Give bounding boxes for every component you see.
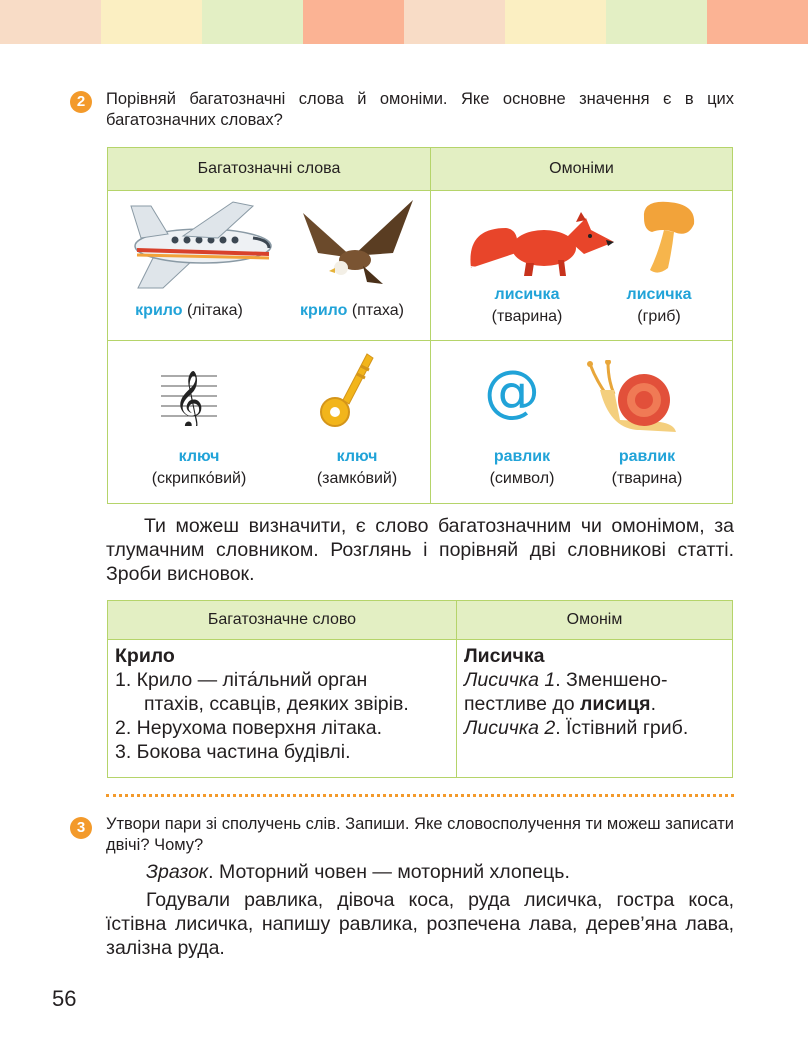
dotted-divider [106,794,734,797]
table-item [592,446,702,490]
snail-icon [580,360,680,445]
entry-text: пестливе до [464,693,580,715]
phrases-paragraph: Годували равлика, дівоча коса, руда лисичка, гостра коса, їстівна лисичка, напишу равлика, розпечена лава, дерев’яна лава, залізна руда. [106,889,734,959]
meaning: (тварина) [611,470,683,487]
entry-line [464,716,725,740]
task-number-badge: 3 [70,817,92,839]
entry-line: 2. Нерухома поверхня літака. [115,717,383,739]
entry-line: птахів, ссавців, деяких звірів. [144,693,409,715]
entry-italic: Лисичка 2 [464,717,556,739]
meaning: (замко́вий) [316,470,398,487]
eagle-icon [293,198,417,293]
table-cell [431,191,733,341]
header-stripe [0,0,808,44]
table-cell [457,640,733,778]
fox-icon [466,208,616,283]
table-item [129,446,269,490]
table-item [287,446,427,490]
meaning: (гриб) [637,308,681,325]
table-header: Багатозначні слова [108,148,431,191]
entry-text: . [650,693,656,715]
table-cell [108,191,431,341]
word: ключ [336,448,378,465]
task-number-badge: 2 [70,91,92,113]
mushroom-icon [638,198,700,283]
stripe-segment [707,0,808,44]
entry-line [464,692,725,716]
stripe-segment [404,0,505,44]
table-header: Омонім [457,601,733,640]
table-cell [108,341,431,504]
svg-text:𝄞: 𝄞 [174,370,204,426]
table-cell [431,341,733,504]
word: крило [300,302,348,319]
table-item [604,284,714,328]
task-3-text: Утвори пари зі сполучень слів. Запиши. Яке словосполучення ти можеш записати двічі? Чому? [106,815,734,854]
sample-text: . Моторний човен — моторний хлопець. [208,861,570,883]
meaning: (символ) [489,470,555,487]
meaning: (скрипко́вий) [151,470,247,487]
stripe-segment [202,0,303,44]
entry-text: . Їстівний гриб. [555,717,689,739]
stripe-segment [606,0,707,44]
treble-clef-icon [161,360,217,431]
table-cell [108,640,457,778]
words-table [107,147,733,504]
entry-line [464,668,725,692]
word: лисичка [626,286,692,303]
entry-line: 1. Крило — літа́льний орган [115,669,368,691]
table-header: Омоніми [431,148,733,191]
sample-line [106,860,734,884]
at-sign-icon: @ [484,359,540,424]
task-2-text: Порівняй багатозначні слова й омоніми. Яке основне значення є в цих багатозначних словах? [106,90,734,129]
table-item [277,300,427,322]
word: лисичка [494,286,560,303]
meaning: (птаха) [351,302,404,319]
dictionary-table [107,600,733,778]
table-item [472,446,572,490]
page-number: 56 [52,986,77,1011]
entry-text: . Зменшено- [555,669,668,691]
word: крило [135,302,183,319]
meaning: (літака) [186,302,243,319]
stripe-segment [0,0,101,44]
word: равлик [493,448,551,465]
entry-italic: Лисичка 1 [464,669,556,691]
meaning: (тварина) [491,308,563,325]
entry-line: 3. Бокова частина будівлі. [115,741,351,763]
sample-label: Зразок [146,861,209,883]
word: ключ [178,448,220,465]
table-item [472,284,582,328]
stripe-segment [303,0,404,44]
instruction-paragraph: Ти можеш визначити, є слово багатозначним чи омонімом, за тлумачним словником. Розглянь і порівняй дві словникові статті. Зроби висновок. [106,515,734,585]
table-item [109,300,269,322]
entry-title: Лисичка [464,645,545,667]
airplane-icon [123,198,273,303]
stripe-segment [101,0,202,44]
word: равлик [618,448,676,465]
entry-bold: лисиця [579,693,651,715]
entry-title: Крило [115,645,175,667]
stripe-segment [505,0,606,44]
table-header: Багатозначне слово [108,601,457,640]
key-icon [317,348,377,437]
